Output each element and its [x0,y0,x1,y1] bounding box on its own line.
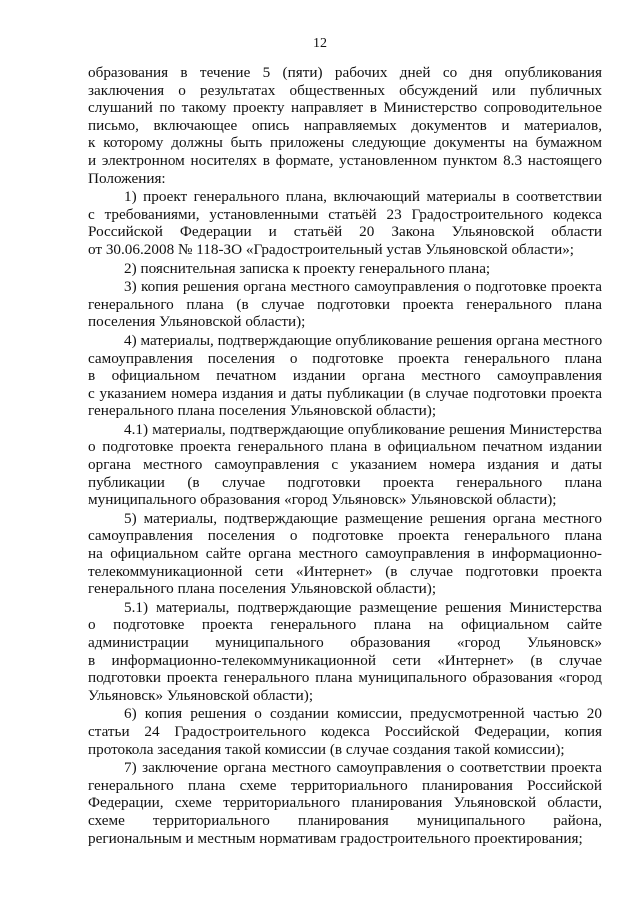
text-line: заключения о результатах общественных обсуждений или публичных [88,81,602,99]
text-line: с указанием номера издания и даты публикации (в случае подготовки проекта [88,384,602,402]
text-line: 1) проект генерального плана, включающий материалы в соответствии [124,188,602,206]
text-line: 4) материалы, подтверждающие опубликование решения органа местного [124,331,603,349]
paragraph [88,705,602,758]
text-line: от 30.06.2008 № 118-ЗО «Градостроительный устав Ульяновской области»; [88,240,575,258]
text-line: письмо, включающее опись направляемых документов и материалов, [88,116,602,134]
text-line: о подготовке проекта генерального плана в официальном печатном издании [88,438,602,456]
text-line: генерального плана (в случае подготовки проекта генерального плана [88,295,602,313]
text-line: схеме территориального планирования муниципального района, [88,811,602,829]
text-line: к которому должны быть приложены следующие документы на бумажном [88,134,602,152]
text-line: поселения Ульяновской области); [88,313,306,331]
paragraph [88,64,602,187]
text-line: слушаний по такому проекту направляет в Министерство сопроводительное [88,99,602,117]
text-line: Федерации, схеме территориального планирования Ульяновской области, [88,794,602,812]
text-line: 3) копия решения органа местного самоуправления о подготовке проекта [124,278,602,296]
paragraph [88,599,602,705]
text-line: самоуправления поселения о подготовке проекта генерального плана [88,527,602,545]
text-line: самоуправления поселения о подготовке проекта генерального плана [88,349,602,367]
text-line: генерального плана схеме территориального планирования Российской [88,776,602,794]
text-line: генерального плана поселения Ульяновской области); [88,580,437,598]
text-line: образования в течение 5 (пяти) рабочих дней со дня опубликования [88,64,602,81]
text-line: региональным и местным нормативам градостроительного проектирования; [88,829,583,847]
text-line: публикации (в случае подготовки проекта генерального плана [88,473,602,491]
text-line: 5) материалы, подтверждающие размещение решения органа местного [124,509,602,527]
text-line: 7) заключение органа местного самоуправления о соответствии проекта [124,759,602,777]
document-body [88,64,602,848]
text-line: 2) пояснительная записка к проекту генерального плана; [124,259,491,277]
text-line: муниципального образования «город Ульяновск» Ульяновской области); [88,491,557,509]
text-line: 6) копия решения о создании комиссии, предусмотренной частью 20 [124,705,602,723]
paragraph [88,188,602,258]
paragraph [88,278,602,331]
text-line: органа местного самоуправления с указанием номера издания и даты [88,456,602,474]
paragraph [88,759,602,847]
text-line: телекоммуникационной сети «Интернет» (в случае подготовки проекта [88,562,602,580]
text-line: статьи 24 Градостроительного кодекса Российской Федерации, копия [88,722,602,740]
text-line: Ульяновск» Ульяновской области); [88,686,314,704]
text-line: в официальном печатном издании органа местного самоуправления [88,367,602,385]
paragraph [88,260,602,278]
text-line: Положения: [88,169,166,187]
text-line: Российской Федерации и статьёй 20 Закона Ульяновской области [88,223,602,241]
text-line: на официальном сайте органа местного самоуправления в информационно- [88,545,602,563]
text-line: генерального плана поселения Ульяновской области); [88,402,437,420]
paragraph [88,421,602,509]
text-line: в информационно-телекоммуникационной сети «Интернет» (в случае [88,651,602,669]
text-line: с требованиями, установленными статьёй 23 Градостроительного кодекса [88,205,602,223]
paragraph [88,332,602,420]
text-line: 4.1) материалы, подтверждающие опубликование решения Министерства [124,420,602,438]
paragraph [88,510,602,598]
text-line: администрации муниципального образования «город Ульяновск» [88,634,602,651]
text-line: протокола заседания такой комиссии (в случае создания такой комиссии); [88,740,565,758]
text-line: подготовки проекта генерального плана муниципального образования «город [88,669,602,687]
text-line: и электронном носителях в формате, установленном пунктом 8.3 настоящего [88,151,602,169]
text-line: 5.1) материалы, подтверждающие размещение решения Министерства [124,598,602,616]
page-number: 12 [313,36,327,51]
text-line: о подготовке проекта генерального плана на официальном сайте [88,616,602,634]
